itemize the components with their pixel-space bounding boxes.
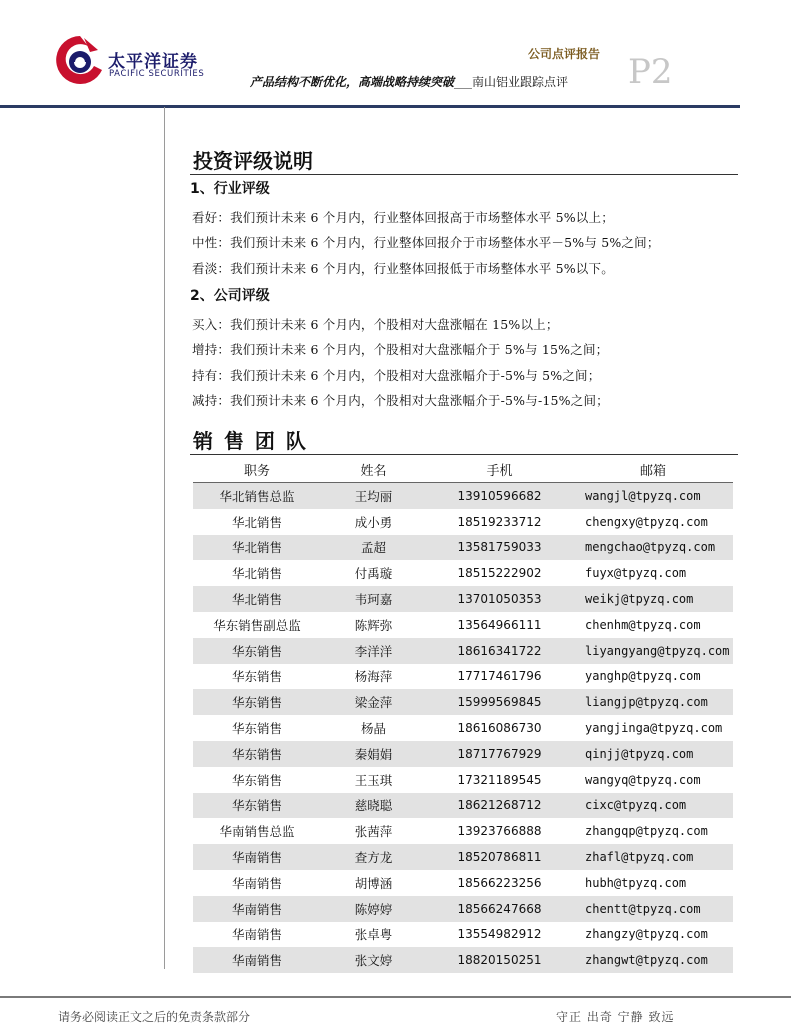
table-row (193, 793, 733, 819)
subtitle-separator: ___ (454, 75, 473, 89)
table-row (193, 870, 733, 896)
cell-email: wangjl@tpyzq.com (573, 483, 733, 509)
cell-email: zhangzy@tpyzq.com (585, 927, 708, 942)
cell-name: 张茜萍 (354, 824, 393, 840)
industry-rating-line: 中性：我们预计未来 6 个月内，行业整体回报介于市场整体水平－5%与 5%之间； (192, 235, 660, 250)
header-divider (0, 105, 740, 108)
table-row (193, 741, 733, 767)
cell-phone: 15999569845 (426, 689, 573, 715)
table-row (193, 483, 733, 509)
table-row (193, 896, 733, 922)
footer-disclaimer: 请务必阅读正文之后的免责条款部分 (58, 1010, 251, 1024)
cell-email: chenhm@tpyzq.com (585, 617, 701, 632)
report-type-label: 公司点评报告 (528, 47, 601, 61)
subtitle-rest: 南山铝业跟踪点评 (472, 75, 569, 89)
table-row (193, 638, 733, 664)
cell-name: 秦娟娟 (321, 741, 426, 767)
cell-name: 查方龙 (321, 844, 426, 870)
table-row (193, 509, 733, 535)
cell-title: 华东销售 (231, 669, 282, 685)
cell-phone: 17321189545 (457, 772, 542, 787)
cell-phone: 18519233712 (457, 514, 542, 529)
cell-email: yanghp@tpyzq.com (585, 669, 701, 684)
cell-email: weikj@tpyzq.com (573, 586, 733, 612)
cell-name: 孟超 (321, 535, 426, 561)
table-row (193, 818, 733, 844)
column-header-title: 职务 (193, 457, 321, 483)
table-row (193, 767, 733, 793)
cell-email: zhafl@tpyzq.com (573, 844, 733, 870)
cell-name: 王均丽 (321, 483, 426, 509)
company-rating-line: 增持：我们预计未来 6 个月内，个股相对大盘涨幅介于 5%与 15%之间； (192, 342, 609, 357)
cell-email: fuyx@tpyzq.com (585, 566, 687, 581)
cell-email: hubh@tpyzq.com (585, 875, 687, 890)
cell-title: 华东销售 (193, 741, 321, 767)
cell-email: cixc@tpyzq.com (573, 793, 733, 819)
cell-name: 梁金萍 (321, 689, 426, 715)
cell-title: 华南销售 (193, 844, 321, 870)
header-subtitle (250, 73, 568, 90)
industry-rating-line: 看淡：我们预计未来 6 个月内，行业整体回报低于市场整体水平 5%以下。 (192, 261, 614, 276)
company-rating-line: 持有：我们预计未来 6 个月内，个股相对大盘涨幅介于-5%与 5%之间； (192, 368, 601, 383)
cell-name: 陈辉弥 (354, 617, 393, 633)
brand-name-cn: 太平洋证券 (108, 52, 198, 72)
sales-team-table (193, 457, 733, 973)
table-row (193, 612, 733, 638)
cell-phone: 13564966111 (457, 617, 542, 632)
cell-title: 华北销售总监 (193, 483, 321, 509)
cell-email: liangjp@tpyzq.com (573, 689, 733, 715)
cell-phone: 18717767929 (426, 741, 573, 767)
cell-name: 陈婷婷 (321, 896, 426, 922)
cell-title: 华东销售 (193, 689, 321, 715)
cell-name: 王玉琪 (354, 772, 393, 788)
page-number: P2 (628, 52, 673, 92)
cell-phone: 18616086730 (457, 721, 542, 736)
footer-motto: 守正 出奇 宁静 致远 (556, 1010, 675, 1024)
cell-phone: 13554982912 (457, 927, 542, 942)
cell-title: 华东销售 (231, 721, 282, 737)
cell-name: 张文婷 (321, 947, 426, 973)
cell-email: yangjinga@tpyzq.com (585, 721, 723, 736)
cell-title: 华南销售 (193, 947, 321, 973)
subtitle-bold: 产品结构不断优化，高端战略持续突破 (250, 75, 455, 89)
column-header-email: 邮箱 (573, 457, 733, 483)
cell-name: 慈晓聪 (321, 793, 426, 819)
cell-title: 华北销售 (231, 566, 282, 582)
table-row (193, 689, 733, 715)
cell-phone: 18566247668 (426, 896, 573, 922)
cell-title: 华南销售 (231, 927, 282, 943)
cell-email: liyangyang@tpyzq.com (573, 638, 733, 664)
rating-title-rule (190, 174, 738, 175)
rating-section-title: 投资评级说明 (193, 149, 313, 173)
cell-email: zhangqp@tpyzq.com (585, 824, 708, 839)
company-rating-line: 买入：我们预计未来 6 个月内，个股相对大盘涨幅在 15%以上； (192, 317, 559, 332)
cell-email: wangyq@tpyzq.com (585, 772, 701, 787)
pacific-securities-logo-icon (54, 32, 106, 88)
company-rating-title: 2、公司评级 (190, 288, 270, 304)
cell-phone: 18621268712 (426, 793, 573, 819)
column-header-phone: 手机 (426, 457, 573, 483)
table-row (193, 664, 733, 690)
table-row (193, 715, 733, 741)
cell-email: zhangwt@tpyzq.com (573, 947, 733, 973)
cell-title: 华北销售 (231, 514, 282, 530)
cell-title: 华北销售 (193, 586, 321, 612)
column-header-name: 姓名 (321, 457, 426, 483)
table-row (193, 947, 733, 973)
cell-email: chengxy@tpyzq.com (585, 514, 708, 529)
table-row (193, 922, 733, 948)
cell-name: 胡博涵 (354, 875, 393, 891)
table-row (193, 535, 733, 561)
cell-title: 华南销售 (193, 896, 321, 922)
brand-name-en: PACIFIC SECURITIES (109, 69, 205, 79)
cell-phone: 18515222902 (457, 566, 542, 581)
cell-phone: 13923766888 (457, 824, 542, 839)
cell-email: mengchao@tpyzq.com (573, 535, 733, 561)
cell-title: 华东销售副总监 (213, 617, 301, 633)
cell-title: 华北销售 (193, 535, 321, 561)
sales-team-rule (190, 454, 738, 455)
cell-phone: 13701050353 (426, 586, 573, 612)
cell-name: 付禹璇 (354, 566, 393, 582)
table-row (193, 560, 733, 586)
cell-phone: 13581759033 (426, 535, 573, 561)
cell-email: chentt@tpyzq.com (573, 896, 733, 922)
cell-name: 张卓粤 (354, 927, 393, 943)
cell-phone: 18616341722 (426, 638, 573, 664)
left-margin-rule (164, 107, 165, 969)
cell-title: 华东销售 (231, 772, 282, 788)
cell-name: 杨晶 (360, 721, 386, 737)
cell-title: 华南销售 (231, 875, 282, 891)
cell-name: 杨海萍 (354, 669, 393, 685)
cell-email: qinjj@tpyzq.com (573, 741, 733, 767)
sales-team-title: 销 售 团 队 (193, 429, 308, 453)
cell-name: 成小勇 (354, 514, 393, 530)
company-rating-line: 减持：我们预计未来 6 个月内，个股相对大盘涨幅介于-5%与-15%之间； (192, 393, 609, 408)
cell-name: 李洋洋 (321, 638, 426, 664)
cell-phone: 18820150251 (426, 947, 573, 973)
industry-rating-title: 1、行业评级 (190, 181, 270, 197)
footer-divider (0, 996, 791, 998)
cell-phone: 17717461796 (457, 669, 542, 684)
cell-phone: 18520786811 (426, 844, 573, 870)
cell-title: 华东销售 (193, 638, 321, 664)
table-row (193, 586, 733, 612)
table-row (193, 844, 733, 870)
cell-name: 韦珂嘉 (321, 586, 426, 612)
cell-title: 华南销售总监 (219, 824, 295, 840)
cell-title: 华东销售 (193, 793, 321, 819)
cell-phone: 18566223256 (457, 875, 542, 890)
industry-rating-line: 看好：我们预计未来 6 个月内，行业整体回报高于市场整体水平 5%以上； (192, 210, 614, 225)
cell-phone: 13910596682 (426, 483, 573, 509)
table-header-row (193, 457, 733, 483)
